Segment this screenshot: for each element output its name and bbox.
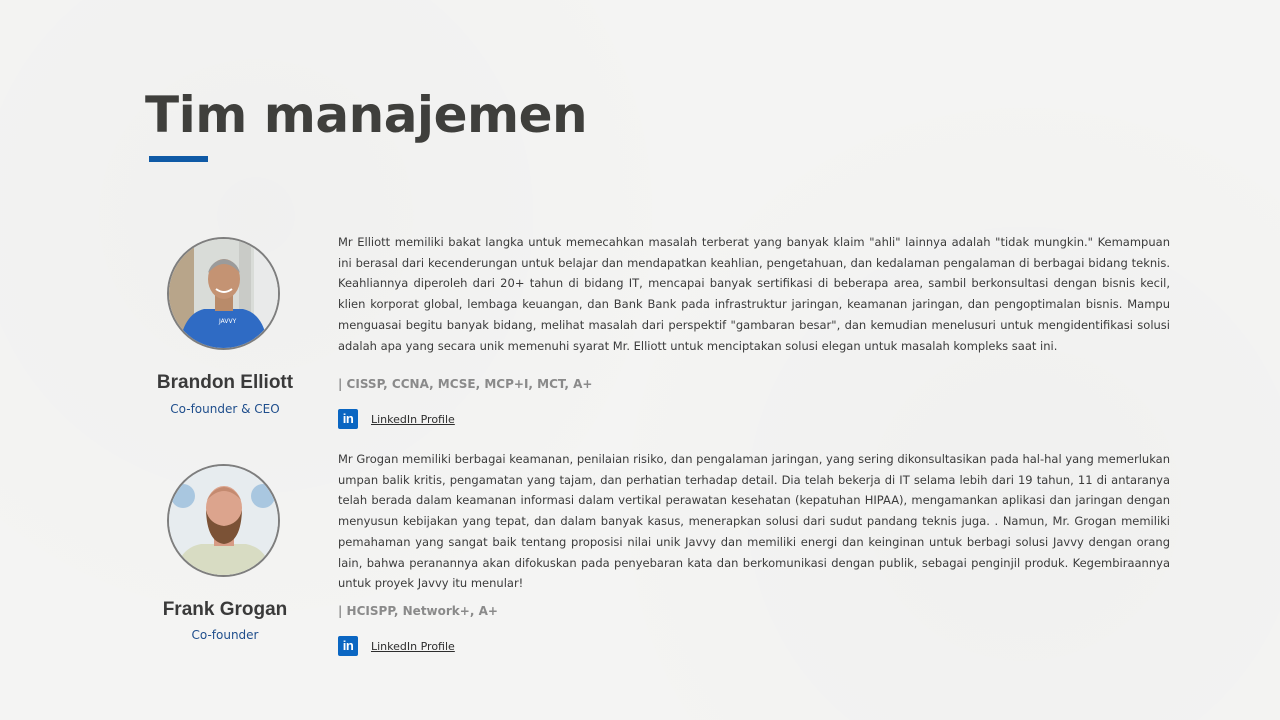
linkedin-icon: in (338, 409, 358, 429)
linkedin-profile-link[interactable] (338, 636, 455, 656)
linkedin-link-label[interactable]: LinkedIn Profile (371, 639, 455, 653)
member-name: Frank Grogan (162, 599, 288, 620)
member-role: Co-founder & CEO (170, 402, 280, 416)
page-title: Tim manajemen (145, 86, 588, 144)
avatar-brandon-elliott (167, 237, 280, 350)
linkedin-icon: in (338, 636, 358, 656)
linkedin-profile-link[interactable] (338, 409, 455, 429)
shirt-logo: JAVVY (219, 318, 237, 325)
linkedin-link-label[interactable]: LinkedIn Profile (371, 412, 455, 426)
title-underline (149, 156, 208, 162)
member-role: Co-founder (191, 628, 259, 642)
member-bio: Mr Elliott memiliki bakat langka untuk memecahkan masalah terberat yang banyak klaim "ahli" lainnya adalah "tidak mungkin." Kemampuan ini berasal dari kecenderungan untuk belajar dan mendapatkan keahlian, pengetahuan, dan kedalaman pengalaman di berbagai bidang teknis. Keahliannya diperoleh dari 20+ tahun di bidang IT, mencapai banyak sertifikasi di beberapa area, sambil berkonsultasi dengan bisnis kecil, klien korporat global, lembaga keuangan, dan Bank Bank pada infrastruktur jaringan, keamanan jaringan, dan pengoptimalan bisnis. Mampu menguasai begitu banyak bidang, melihat masalah dari perspektif "gambaran besar", dan kemudian menelusuri untuk mengidentifikasi solusi adalah apa yang secara unik memenuhi syarat Mr. Elliott untuk menciptakan solusi elegan untuk masalah kompleks saat ini. (338, 235, 1170, 353)
avatar-frank-grogan (167, 464, 280, 577)
member-certifications: | CISSP, CCNA, MCSE, MCP+I, MCT, A+ (338, 377, 593, 391)
member-certifications: | HCISPP, Network+, A+ (338, 604, 498, 618)
member-bio: Mr Grogan memiliki berbagai keamanan, penilaian risiko, dan pengalaman jaringan, yang sering dikonsultasikan pada hal-hal yang memerlukan umpan balik kritis, pengamatan yang tajam, dan perhatian terhadap detail. Dia telah bekerja di IT selama lebih dari 19 tahun, 11 di antaranya telah berada dalam keamanan informasi dalam vertikal perawatan kesehatan (kepatuhan HIPAA), mengamankan aplikasi dan jaringan dengan menyusun kebijakan yang tepat, dan dalam banyak kasus, menerapkan solusi dari sudut pandang teknis juga. . Namun, Mr. Grogan memiliki pemahaman yang sangat baik tentang proposisi nilai unik Javvy dan memiliki energi dan keinginan untuk berbagi solusi Javvy dengan orang lain, bahwa peranannya akan difokuskan pada penyebaran kata dan berkomunikasi dengan publik, sebagai penginjil produk. Kegembiraannya untuk proyek Javvy itu menular! (338, 452, 1170, 591)
member-name: Brandon Elliott (156, 372, 294, 393)
